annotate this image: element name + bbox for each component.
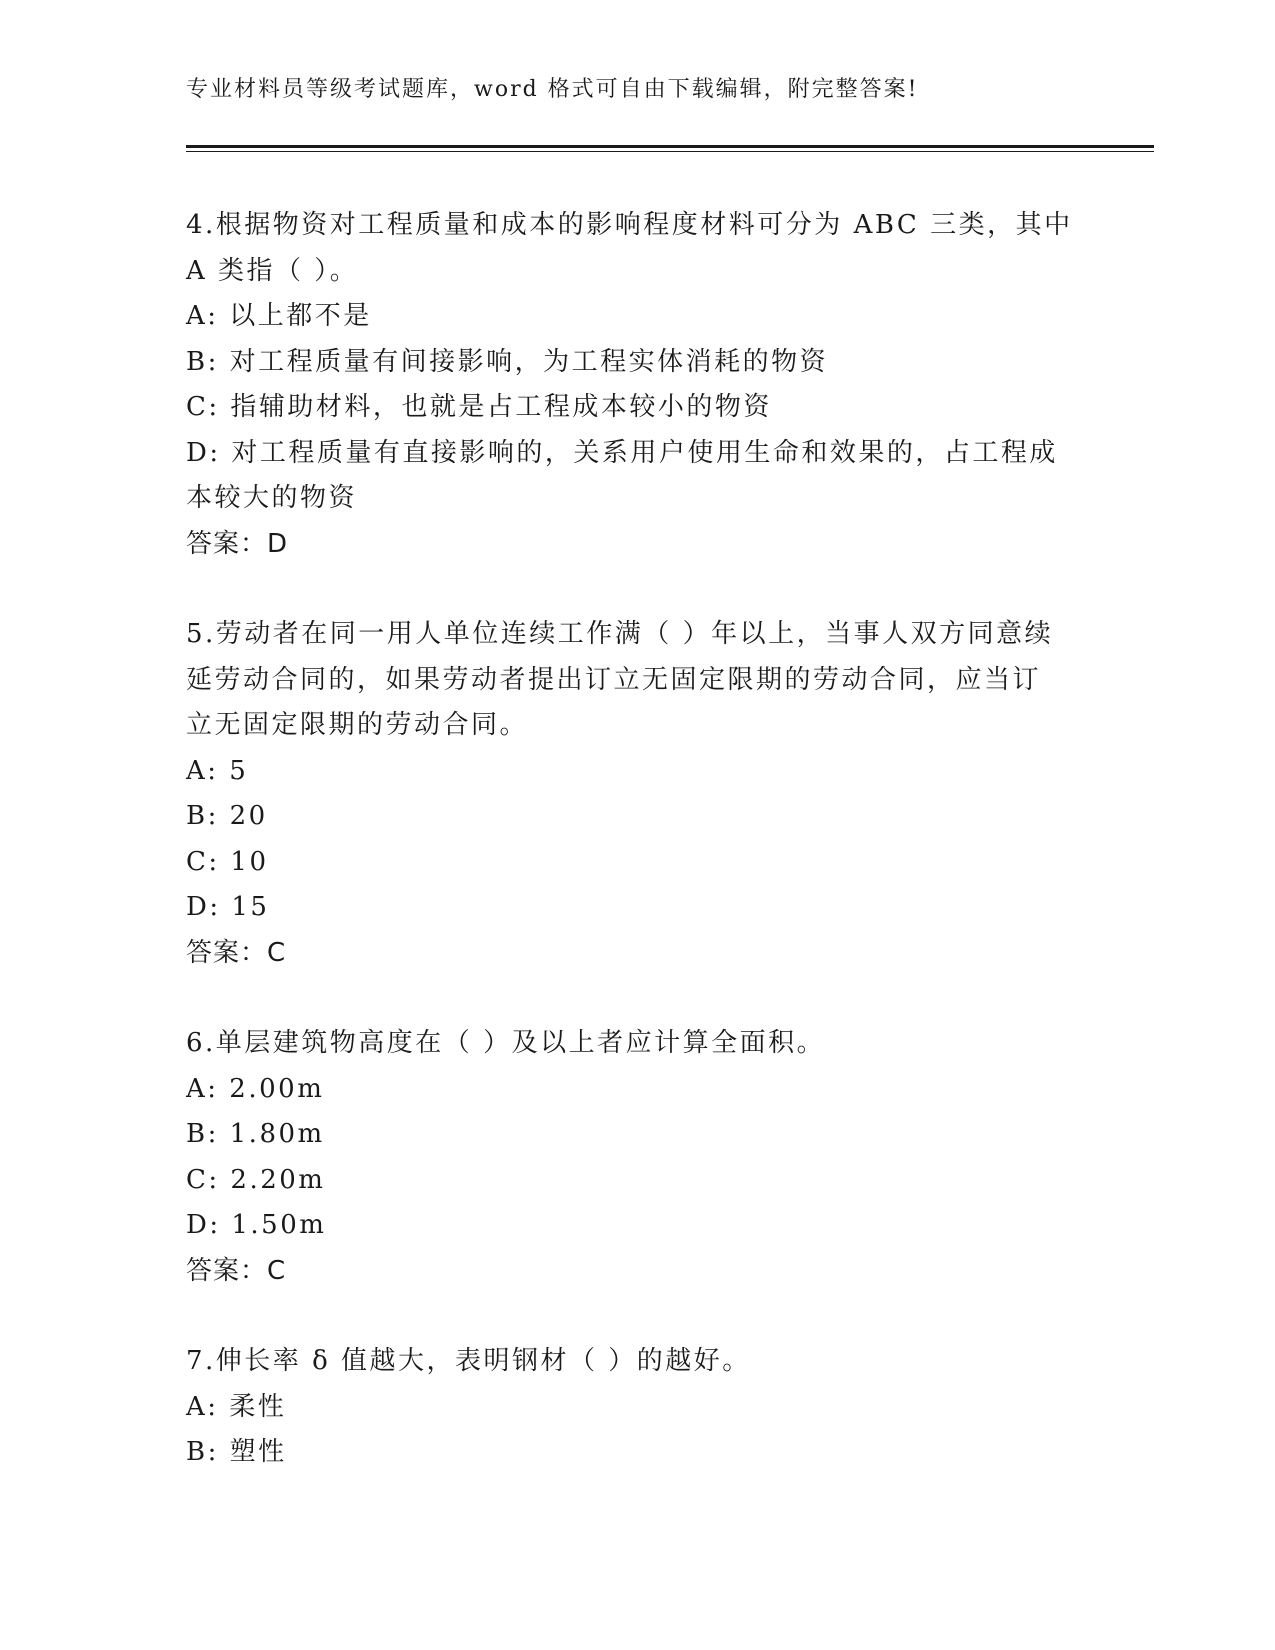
option-b: B: 对工程质量有间接影响，为工程实体消耗的物资: [186, 346, 829, 377]
option-a: A: 5: [186, 755, 249, 786]
question-6: [186, 1021, 1086, 1294]
question-stem-line: 7.伸长率 δ 值越大，表明钢材（ ）的越好。: [186, 1346, 751, 1376]
header-rule-thick: [186, 145, 1154, 148]
question-stem-line: 4.根据物资对工程质量和成本的影响程度材料可分为 ABC 三类，其中: [186, 210, 1073, 240]
option-c: C: 指辅助材料，也就是占工程成本较小的物资: [186, 392, 772, 422]
option-a: A: 2.00m: [186, 1073, 325, 1104]
question-stem-line: 5.劳动者在同一用人单位连续工作满（ ）年以上，当事人双方同意续: [186, 619, 1054, 649]
answer-label: 答案：D: [186, 528, 289, 559]
question-list: [186, 203, 1086, 1521]
option-a: A: 以上都不是: [186, 301, 372, 331]
option-a: A: 柔性: [186, 1391, 287, 1422]
question-stem-line: 6.单层建筑物高度在（ ）及以上者应计算全面积。: [186, 1028, 826, 1058]
option-b: B: 塑性: [186, 1437, 287, 1467]
question-stem-line: A 类指（ ）。: [186, 255, 359, 286]
question-5: [186, 612, 1086, 976]
option-b: B: 20: [186, 801, 268, 831]
question-7: [186, 1339, 1086, 1476]
question-stem-line: 立无固定限期的劳动合同。: [186, 710, 529, 740]
question-4: [186, 203, 1086, 567]
option-d: D: 对工程质量有直接影响的，关系用户使用生命和效果的，占工程成: [186, 437, 1058, 468]
question-stem-line: 延劳动合同的，如果劳动者提出订立无固定限期的劳动合同，应当订: [186, 664, 1042, 695]
option-b: B: 1.80m: [186, 1119, 325, 1149]
answer-label: 答案：C: [186, 1255, 287, 1286]
page-header: 专业材料员等级考试题库，word 格式可自由下载编辑，附完整答案!: [186, 77, 919, 102]
header-rule-thin: [186, 151, 1154, 152]
option-d-continued: 本较大的物资: [186, 483, 358, 513]
option-d: D: 15: [186, 892, 270, 922]
option-c: C: 2.20m: [186, 1164, 326, 1195]
option-d: D: 1.50m: [186, 1210, 327, 1240]
answer-label: 答案：C: [186, 937, 287, 968]
option-c: C: 10: [186, 846, 269, 877]
